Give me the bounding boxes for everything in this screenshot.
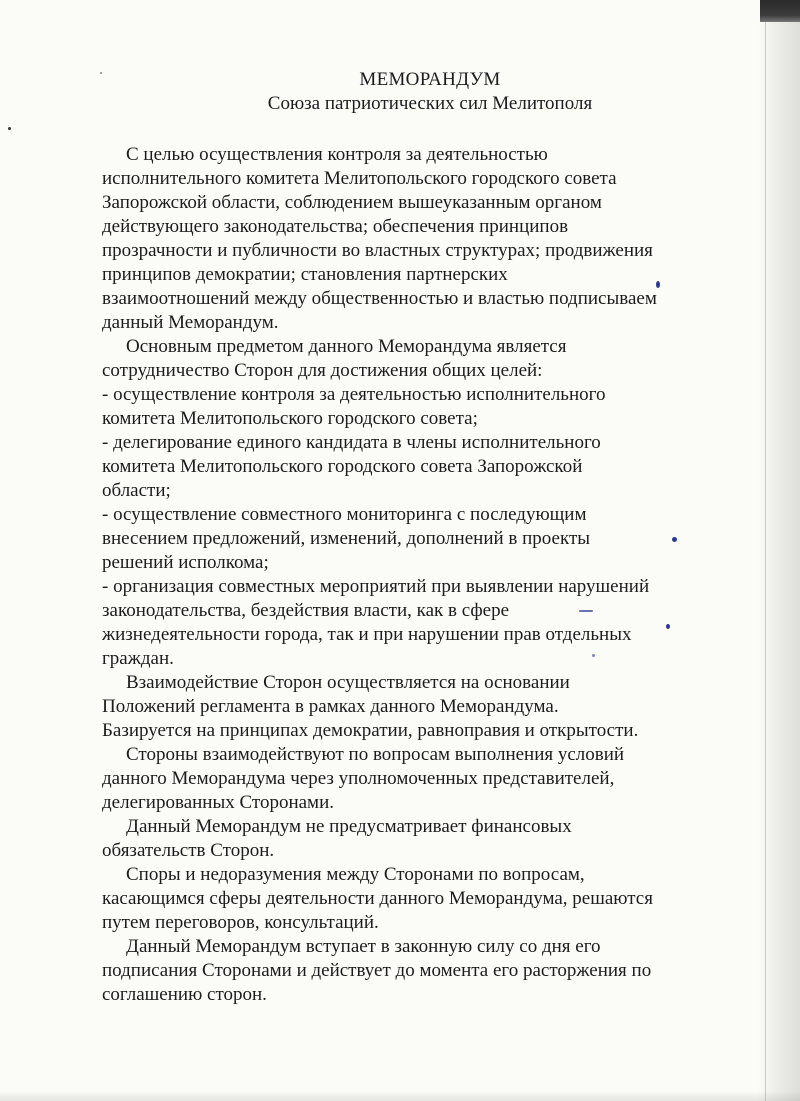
document-title: МЕМОРАНДУМ [359,69,501,90]
document-text-line: соглашению сторон. [102,984,267,1005]
document-text-line: граждан. [102,648,174,669]
document-text-line: области; [102,480,171,501]
document-header [0,68,800,116]
document-text-line: комитета Мелитопольского городского совета; [102,408,478,429]
document-text-line: Стороны взаимодействуют по вопросам выполнения условий [126,744,625,765]
document-text-line: исполнительного комитета Мелитопольского городского совета [102,168,617,189]
document-text-line: сотрудничество Сторон для достижения общих целей: [102,360,543,381]
document-text-line: принципов демократии; становления партнерских [102,264,508,285]
document-text-line: данный Меморандум. [102,312,279,333]
document-text-line: касающимся сферы деятельности данного Меморандума, решаются [102,888,653,909]
document-text-line: жизнедеятельности города, так и при нарушении прав отдельных [102,624,632,645]
document-text-line: - осуществление контроля за деятельностью исполнительного [102,384,606,405]
document-text-line: Запорожской области, соблюдением вышеуказанным органом [102,192,602,213]
document-text-line: подписания Сторонами и действует до момента его расторжения по [102,960,652,981]
document-text-line: решений исполкома; [102,552,269,573]
document-text-line: Данный Меморандум вступает в законную силу со дня его [126,936,601,957]
document-text-line: С целью осуществления контроля за деятельностью [126,144,548,165]
document-text-line: Положений регламента в рамках данного Меморандума. [102,696,559,717]
scan-edge-line [765,22,766,1101]
document-text-line: внесением предложений, изменений, дополнений в проекты [102,528,591,549]
ink-speck [8,127,11,130]
document-text-line: комитета Мелитопольского городского совета Запорожской [102,456,583,477]
document-text-line: данного Меморандума через уполномоченных представителей, [102,768,615,789]
document-text-line: взаимоотношений между общественностью и властью подписываем [102,288,657,309]
document-text-line: делегированных Сторонами. [102,792,334,813]
document-text-line: - осуществление совместного мониторинга с последующим [102,504,587,525]
document-text-line: Споры и недоразумения между Сторонами по вопросам, [126,864,585,885]
scan-edge-dark-corner [760,0,800,22]
document-text-line: прозрачности и публичности во властных структурах; продвижения [102,240,653,261]
document-text-line: путем переговоров, консультаций. [102,912,379,933]
document-text-line: Базируется на принципах демократии, равноправия и открытости. [102,720,639,741]
document-subtitle: Союза патриотических сил Мелитополя [267,93,593,114]
scan-bottom-shadow [0,1091,800,1101]
document-text-line: - делегирование единого кандидата в члены исполнительного [102,432,601,453]
document-text-line: Основным предметом данного Меморандума является [126,336,567,357]
document-text-line: законодательства, бездействия власти, как в сфере [102,600,510,621]
document-body [102,143,722,1007]
document-text-line: действующего законодательства; обеспечения принципов [102,216,569,237]
document-text-line: Данный Меморандум не предусматривает финансовых [126,816,572,837]
document-text-line: - организация совместных мероприятий при выявлении нарушений [102,576,650,597]
document-text-line: обязательств Сторон. [102,840,275,861]
document-text-line: Взаимодействие Сторон осуществляется на основании [126,672,570,693]
